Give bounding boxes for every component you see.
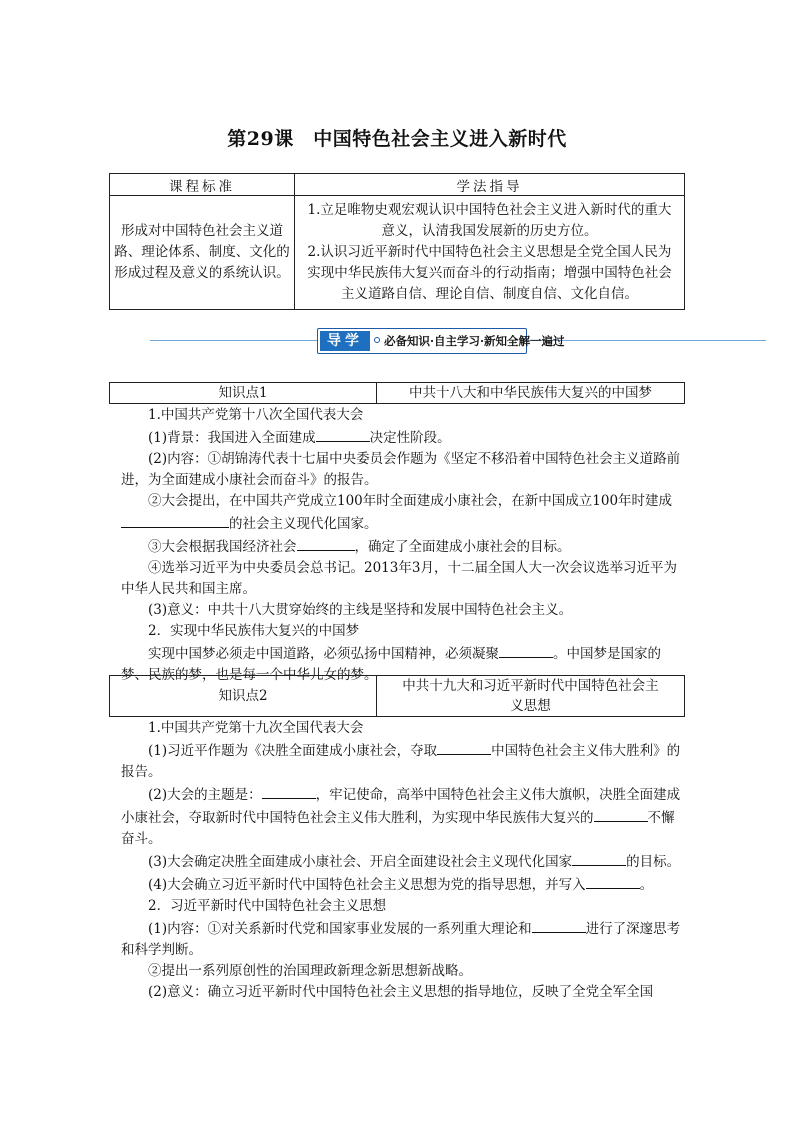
kp1-label: 知识点1 — [110, 383, 377, 404]
banner-badge-label: 导学 — [320, 331, 370, 351]
guide-banner — [150, 328, 766, 354]
fill-blank[interactable] — [297, 535, 355, 551]
paragraph: ③大会根据我国经济社会 ，确定了全面建成小康社会的目标。 — [121, 535, 681, 558]
banner-badge — [317, 328, 565, 354]
knowledge-point-2-header — [109, 675, 685, 717]
paragraph: (2)大会的主题是： ，牢记使命，高举中国特色社会主义伟大旗帜，决胜全面建成小康社会，夺取新时代中国特色社会主义伟大胜利，为实现中华民族伟大复兴的 不懈奋斗。 — [121, 783, 681, 850]
knowledge-point-1-header — [109, 382, 685, 404]
banner-line-left — [150, 340, 317, 341]
fill-blank[interactable] — [316, 426, 370, 442]
knowledge-point-1-body — [121, 405, 681, 686]
section-heading: 1.中国共产党第十九次全国代表大会 — [148, 720, 364, 736]
paragraph: (2)内容：①胡锦涛代表十七届中央委员会作题为《坚定不移沿着中国特色社会主义道路前进，为全面建成小康社会而奋斗》的报告。 — [121, 451, 681, 488]
knowledge-point-2-body — [121, 718, 681, 1003]
method-header: 学法指导 — [295, 174, 685, 196]
method-item-1: 1.立足唯物史观宏观认识中国特色社会主义进入新时代的重大意义，认清我国发展新的历史方位。 — [307, 202, 672, 239]
curriculum-standard-table — [109, 173, 685, 310]
section-heading: 2．习近平新时代中国特色社会主义思想 — [148, 898, 387, 914]
standard-header: 课程标准 — [110, 174, 295, 196]
fill-blank[interactable] — [586, 873, 640, 889]
bullet-icon — [374, 337, 380, 343]
paragraph: ②提出一系列原创性的治国理政新理念新思想新战略。 — [148, 963, 472, 979]
section-heading: 1.中国共产党第十八次全国代表大会 — [148, 407, 364, 423]
fill-blank[interactable] — [572, 850, 626, 866]
fill-blank[interactable] — [499, 642, 553, 658]
fill-blank[interactable] — [437, 739, 491, 755]
paragraph: (1)习近平作题为《决胜全面建成小康社会，夺取 中国特色社会主义伟大胜利》的报告。 — [121, 739, 681, 783]
banner-text: 必备知识·自主学习·新知全解一遍过 — [384, 334, 565, 348]
kp2-topic: 中共十九大和习近平新时代中国特色社会主义思想 — [377, 676, 685, 717]
paragraph: (1)背景：我国进入全面建成 决定性阶段。 — [121, 426, 681, 449]
fill-blank[interactable] — [594, 806, 648, 822]
paragraph: (1)内容：①对关系新时代党和国家事业发展的一系列重大理论和 进行了深邃思考和科学判断。 — [121, 917, 681, 961]
kp1-topic: 中共十八大和中华民族伟大复兴的中国梦 — [377, 383, 685, 404]
paragraph: (4)大会确立习近平新时代中国特色社会主义思想为党的指导思想，并写入 。 — [121, 873, 681, 896]
paragraph: ④选举习近平为中央委员会总书记。2013年3月，十二届全国人大一次会议选举习近平为中华人民共和国主席。 — [121, 560, 677, 597]
fill-blank[interactable] — [121, 512, 229, 528]
method-item-2: 2.认识习近平新时代中国特色社会主义思想是全党全国人民为实现中华民族伟大复兴而奋斗的行动指南；增强中国特色社会主义道路自信、理论自信、制度自信、文化自信。 — [307, 244, 672, 302]
kp2-label: 知识点2 — [110, 676, 377, 717]
paragraph: (3)意义：中共十八大贯穿始终的主线是坚持和发展中国特色社会主义。 — [148, 602, 573, 618]
paragraph: 实现中国梦必须走中国道路，必须弘扬中国精神，必须凝聚 。中国梦是国家的梦、民族的梦，也是每一个中华儿女的梦。 — [121, 642, 681, 686]
paragraph: ②大会提出，在中国共产党成立100年时全面建成小康社会，在新中国成立100年时建成的社会主义现代化国家。 — [121, 491, 681, 535]
fill-blank[interactable] — [532, 917, 586, 933]
paragraph: (2)意义：确立习近平新时代中国特色社会主义思想的指导地位，反映了全党全军全国 — [148, 984, 654, 1000]
method-content — [295, 196, 685, 310]
lesson-title: 第29课 中国特色社会主义进入新时代 — [227, 128, 567, 150]
fill-blank[interactable] — [262, 783, 316, 799]
standard-content: 形成对中国特色社会主义道路、理论体系、制度、文化的形成过程及意义的系统认识。 — [110, 196, 295, 310]
paragraph: (3)大会确定决胜全面建成小康社会、开启全面建设社会主义现代化国家 的目标。 — [121, 850, 681, 873]
section-heading: 2．实现中华民族伟大复兴的中国梦 — [148, 623, 360, 639]
